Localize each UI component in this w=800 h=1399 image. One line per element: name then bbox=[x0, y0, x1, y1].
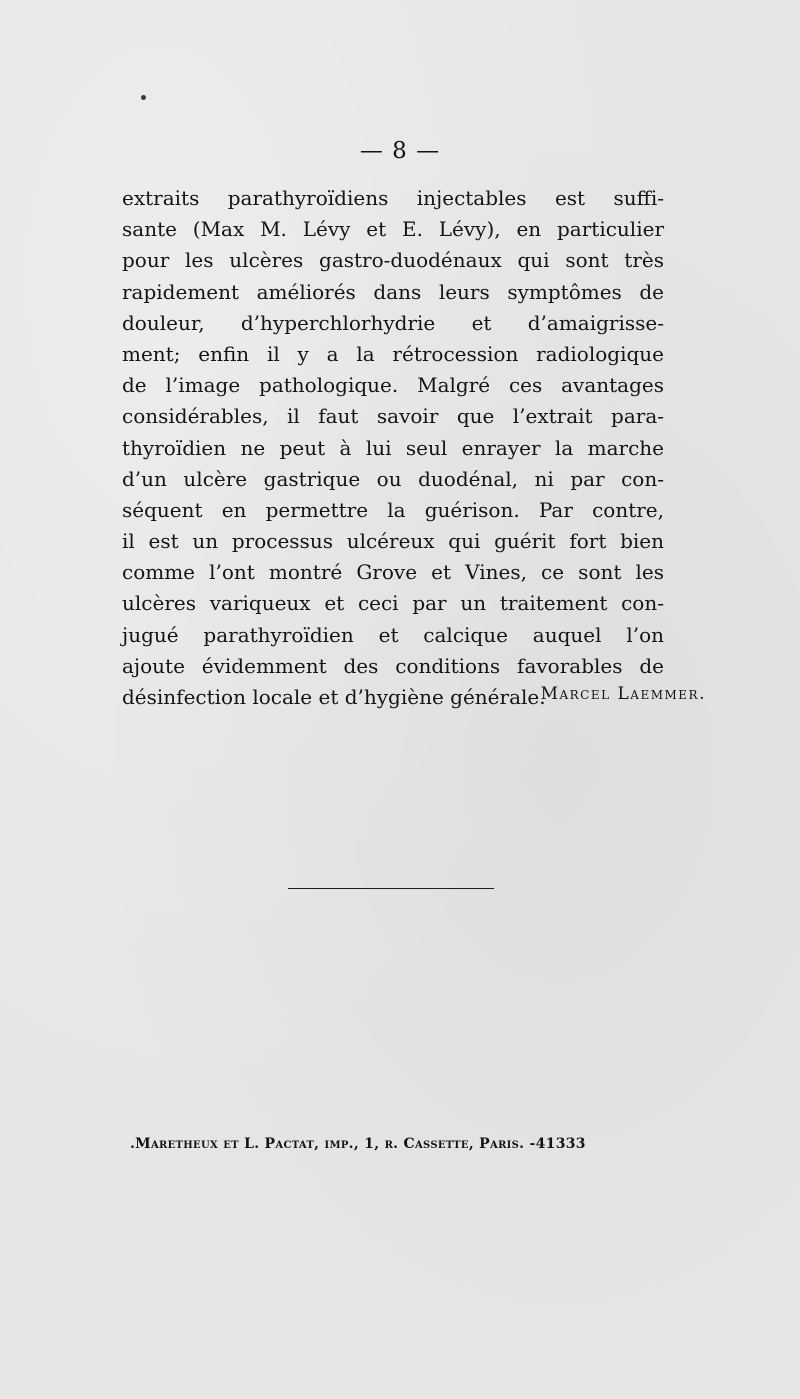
body-paragraph bbox=[122, 183, 664, 713]
text-line: séquent en permettre la guérison. Par contre, bbox=[122, 497, 664, 522]
text-line: ajoute évidemment des conditions favorables de bbox=[122, 653, 664, 678]
text-line: thyroïdien ne peut à lui seul enrayer la marche bbox=[122, 435, 664, 460]
author-signature: Marcel Laemmer. bbox=[540, 684, 706, 704]
horizontal-rule bbox=[288, 888, 494, 889]
text-line: pour les ulcères gastro-duodénaux qui sont très bbox=[122, 248, 664, 273]
text-line: extraits parathyroïdiens injectables est suffi- bbox=[122, 186, 664, 210]
printer-imprint: .Maretheux et L. Pactat, imp., 1, r. Cassette, Paris. -41333 bbox=[130, 1136, 586, 1152]
text-line: comme l’ont montré Grove et Vines, ce sont les bbox=[122, 560, 664, 585]
text-line: d’un ulcère gastrique ou duodénal, ni par con- bbox=[122, 466, 664, 491]
text-line: considérables, il faut savoir que l’extrait para- bbox=[122, 404, 664, 429]
text-line-last: désinfection locale et d’hygiène générale. bbox=[122, 685, 546, 709]
text-line: ulcères variqueux et ceci par un traitement con- bbox=[122, 591, 664, 616]
text-line: douleur, d’hyperchlorhydrie et d’amaigrisse- bbox=[122, 310, 664, 335]
text-line: sante (Max M. Lévy et E. Lévy), en particulier bbox=[122, 217, 664, 242]
ink-speck bbox=[141, 95, 146, 100]
text-line: ment; enfin il y a la rétrocession radiologique bbox=[122, 341, 664, 366]
text-line: il est un processus ulcéreux qui guérit fort bien bbox=[122, 529, 664, 554]
text-line: jugué parathyroïdien et calcique auquel l’on bbox=[122, 622, 664, 647]
text-line: de l’image pathologique. Malgré ces avantages bbox=[122, 373, 664, 398]
text-line: rapidement améliorés dans leurs symptômes de bbox=[122, 279, 664, 304]
page-number: — 8 — bbox=[359, 138, 441, 164]
